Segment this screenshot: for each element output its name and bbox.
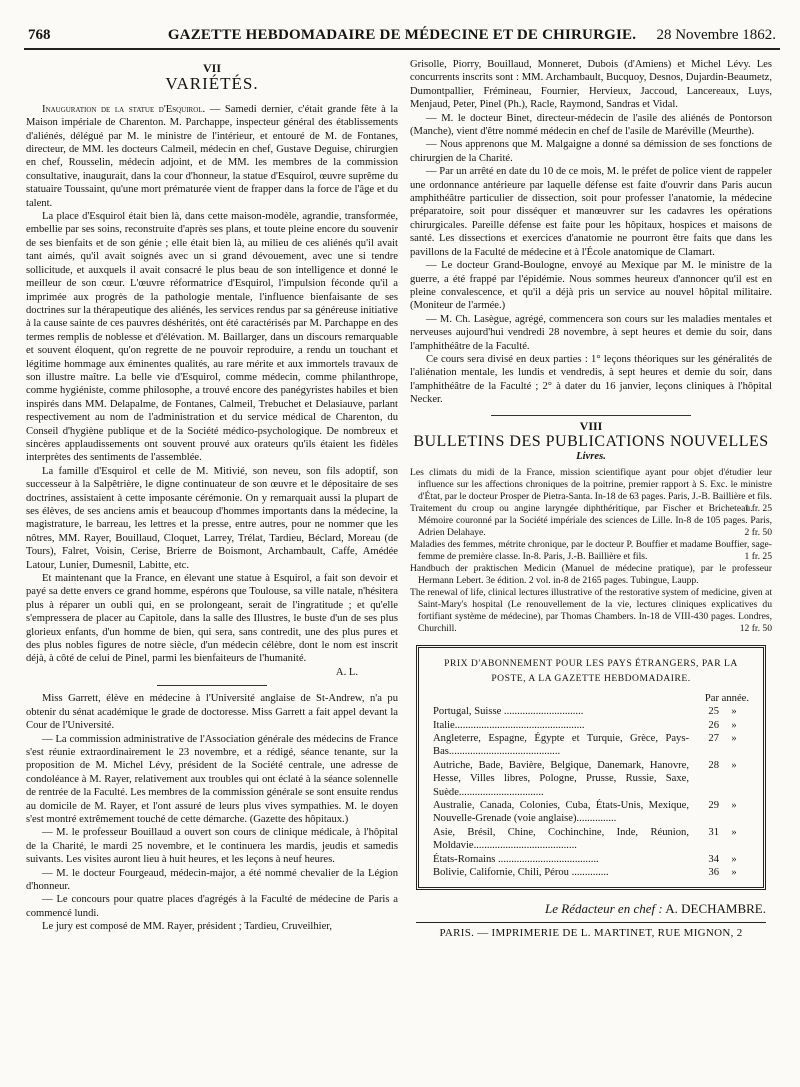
book-entry xyxy=(410,587,772,635)
subscription-title: PRIX D'ABONNEMENT POUR LES PAYS ÉTRANGERS, PAR LA POSTE, A LA GAZETTE HEBDOMADAIRE. xyxy=(444,657,738,684)
price-unit: » xyxy=(731,826,737,838)
page-number: 768 xyxy=(28,27,51,43)
price-unit: » xyxy=(731,867,737,879)
book-price: 2 fr. 50 xyxy=(744,526,772,538)
page-header xyxy=(24,26,780,44)
book-text: Traitement du croup ou angine laryngée diphthéritique, par Fischer et Bricheteau. Mémoire couronné par la Société impériale des sciences de Lille. In-8 de 105 pages. Paris, Adrien Delahaye. xyxy=(410,502,772,538)
country-label: États-Romains ...................................... xyxy=(433,853,599,865)
printer-footer: PARIS. — IMPRIMERIE DE L. MARTINET, RUE MIGNON, 2 xyxy=(416,922,766,940)
price-value: 28 xyxy=(708,759,719,771)
price-value: 27 xyxy=(708,733,719,744)
news-item: Miss Garrett, élève en médecine à l'Université anglaise de St-Andrew, n'a pu obtenir du sénat académique le grade de doctoresse. Miss Garrett a fait appel devant la Cour de l'Université. xyxy=(26,693,398,732)
editor-line xyxy=(416,902,766,915)
book-price: 1 fr. 25 xyxy=(744,550,772,562)
price-unit: » xyxy=(731,733,737,744)
book-entry xyxy=(410,466,772,514)
news-item: — M. le professeur Bouillaud a ouvert son cours de clinique médicale, à l'hôpital de la Charité, le mardi 25 novembre, et le continuera les mardis, jeudis et samedis suivants. Les visites auront lieu à huit heures, et les leçons à neuf heures. xyxy=(26,827,398,866)
subscription-row xyxy=(433,826,749,853)
news-item: — Le docteur Grand-Boulogne, envoyé au Mexique par M. le ministre de la guerre, a été frappé par l'épidémie. Nous sommes heureux d'annoncer qu'il est en pleine convalescence, et qu'il a déjà pris un service au nouvel hôpital militaire. (Moniteur de l'armée.) xyxy=(410,260,772,312)
news-item: — M. le docteur Binet, directeur-médecin de l'asile des aliénés de Pontorson (Manche), vient d'être nommé médecin en chef de l'asile de Maréville (Meurthe). xyxy=(410,112,772,138)
book-entry xyxy=(410,539,772,563)
price-value: 29 xyxy=(708,800,719,812)
subsection-title: Livres. xyxy=(576,451,606,463)
article-paragraph xyxy=(26,103,398,210)
book-entry xyxy=(410,503,772,539)
news-item: Ce cours sera divisé en deux parties : 1° leçons théoriques sur les généralités de l'aliénation mentale, les lundis et vendredis, à sept heures et demie du soir, dans l'amphithéâtre de la Faculté ; 2° à dater du 16 janvier, leçons cliniques à l'hôpital Necker. xyxy=(410,353,772,406)
country-label: Asie, Brésil, Chine, Cochinchine, Inde, Réunion, Moldavie....................................... xyxy=(433,826,689,852)
news-item: — La commission administrative de l'Association générale des médecins de France s'est réunie extraordinairement le 23 novembre, et a rédigé, séance tenante, sur la proposition de M. Michel Lévy, président de la Société centrale, une adresse de condoléance à M. Rayer, relativement aux troubles qui ont éclaté à la séance solennelle de rentrée de la Faculté. Les membres de la commission générale se sont ensuite rendus au domicile de M. Rayer, et l'ont assuré de leurs plus vives sympathies. M. le doyen s'est montré extrêmement touché de cette démarche. (Gazette des hôpitaux.) xyxy=(26,733,398,825)
price-unit: » xyxy=(731,853,737,865)
book-text: The renewal of life, clinical lectures illustrative of the restorative system of medicine, given at Saint-Mary's hospital (Le renouvellement de la vie, lectures cliniques explicatives du fortifiant système de médecine), par Thomas Chambers. In-18 de VIII-430 pages. Londres, Churchill. xyxy=(410,586,772,634)
separator xyxy=(157,685,267,686)
country-label: Italie................................................. xyxy=(433,719,585,731)
news-item: Grisolle, Piorry, Bouillaud, Monneret, Dubois (d'Amiens) et Michel Lévy. Les concurrents inscrits sont : MM. Archambault, Bucquoy, Desnos, Dujardin-Beaumetz, Dumontpallier, Fréminеau, Fournier, Hervieux, Jaccoud, Lancereaux, Luys, Menjaud, Peter, Pinel (Ph.), Racle, Raymond, Sandras et Vidal. xyxy=(410,59,772,111)
right-column xyxy=(410,58,772,940)
editor-label: Le Rédacteur en chef : xyxy=(545,901,663,917)
price-value: 34 xyxy=(708,853,719,865)
news-item: — Nous apprenons que M. Malgaigne a donné sa démission de ses fonctions de chirurgien de la Charité. xyxy=(410,139,772,164)
country-label: Australie, Canada, Colonies, Cuba, États-Unis, Mexique, Nouvelle-Grenade (voie anglaise)............... xyxy=(433,800,689,825)
header-rule xyxy=(24,48,780,50)
news-item: Le jury est composé de MM. Rayer, président ; Tardieu, Cruveilhier, xyxy=(42,921,333,933)
book-price: 1 fr. 25 xyxy=(744,502,772,514)
price-value: 26 xyxy=(708,719,719,731)
subscription-row xyxy=(433,719,749,732)
news-item: — Le concours pour quatre places d'agrégés à la Faculté de médecine de Paris a commencé lundi. xyxy=(26,894,398,919)
article-paragraph: La place d'Esquirol était bien là, dans cette maison-modèle, agrandie, transformée, embellie par ses soins, reconstruite d'après ses plans, et toute pleine encore du souvenir de ses bienfaits et de son génie ; elle était bien là, au milieu de ces aliénés qu'il avait tant aimés, qu'il avait soignés avec un si grand dévouement, avec une si tendre sollicitude, et auxquels il avait consacré le plus beau de son intelligence et donné le meilleur de son cœur. L'œuvre réformatrice d'Esquirol, l'impulsion féconde qu'il a imprimée aux progrès de la pathologie mentale, l'influence bienfaisante de ses doctrines sur la thérapeutique des aliénés, les services rendus par sa généreuse initiative à la cause sainte de ces pauvres déshérités, ont été caractérisés par M. Parchappe en des termes remplis de noblesse et d'élévation. M. Baillarger, dans un discours remarquable et souvent éloquent, qu'on regrette de ne pouvoir reproduire, a rendu un touchant et légitime hommage aux éminentes qualités, au rare mérite et aux immortels travaux de son illustre maître. La belle vie d'Esquirol, comme médecin, comme philanthrope, comme hygiéniste, comme philosophe, a trouvé encore des panégyristes habiles et bien inspirés dans MM. Delapalme, de Fontanes, Calmeil, Trebuchet et Delasiauve, parlant respectivement au nom de l'administration et du service médical de Charenton, du Conseil d'hygiène publique et de la Société médico-psychologique. De nombreux et sincères applaudissements ont souvent prouvé aux orateurs qu'ils étaient les fidèles interprètes des sentiments de l'assemblée. xyxy=(26,211,398,464)
per-year-label: Par année. xyxy=(704,692,749,704)
article-text: — Samedi dernier, c'était grande fête à la Maison impériale de Charenton. M. Parchappe, inspecteur général des établissements d'aliénés, délégué par M. le ministre de l'intérieur, et entouré de M. de Fontanes, directeur, de MM. les docteurs Calmeil, médecin en chef, Gustave Deguise, chirurgien en chef, Rousselin, médecin adjoint, et de MM. les membres de la commission consultative, inaugurait, dans la cour d'honneur, la statue d'Esquirol, œuvre suprême du statuaire Toussaint, qu'une mort prématurée vient de frapper dans la force de l'âge et du talent. xyxy=(26,103,398,209)
price-unit: » xyxy=(731,800,737,812)
book-text: Maladies des femmes, métrite chronique, par le docteur P. Bouffier et madame Bouffier, sage-femme de première classe. In-8. Paris, J.-B. Baillière et fils. xyxy=(410,538,772,562)
subscription-row xyxy=(433,799,749,826)
section-title: VARIÉTÉS. xyxy=(165,74,259,94)
news-item: — Par un arrêté en date du 10 de ce mois, M. le préfet de police vient de rappeler une ordonnance antérieure par laquelle défense est faite d'ouvrir dans Paris aucun amphithéâtre particulier de dissection, soit pour professer l'anatomie, la médecine préparatoire, soit pour disséquer et manœuvrer sur les cadavres les opérations chirurgicales. Pareille défense est faite pour les hôpitaux, hospices et maisons de santé. Les dissections et exercices d'anatomie ne pourront être faits que dans les pavillons de la Faculté de médecine et à l'École anatomique de Clamart. xyxy=(410,166,772,258)
subscription-header xyxy=(433,692,749,705)
separator xyxy=(491,415,691,416)
issue-date: 28 Novembre 1862. xyxy=(656,27,776,43)
left-column xyxy=(26,58,398,934)
news-item: — M. le docteur Fourgeaud, médecin-major, a été nommé chevalier de la Légion d'honneur. xyxy=(26,867,398,892)
subscription-box xyxy=(416,645,766,891)
book-text: Les climats du midi de la France, mission scientifique ayant pour objet d'étudier leur influence sur les affections chroniques de la poitrine, premier rapport à S. Exc. le ministre d'État, par le docteur Prosper de Pietra-Santa. In-18 de 63 pages. Paris, J.-B. Baillière et fils. xyxy=(410,466,772,502)
subscription-row xyxy=(433,759,749,799)
country-label: Autriche, Bade, Bavière, Belgique, Danemark, Hanovre, Hesse, Villes libres, Pologne, Prusse, Russie, Saxe, Suède................................ xyxy=(433,759,689,798)
subscription-rows xyxy=(433,705,749,879)
price-unit: » xyxy=(731,719,737,731)
book-list xyxy=(410,467,772,635)
subscription-row xyxy=(433,705,749,718)
subscription-row xyxy=(433,853,749,866)
subscription-row xyxy=(433,866,749,879)
article-paragraph: Et maintenant que la France, en élevant une statue à Esquirol, a fait son devoir et payé sa dette envers ce grand homme, espérons que Toulouse, sa ville natale, n'hésitera plus à réparer un oubli qui, en se prolongeant, serait de l'ingratitude ; et qu'elle s'empressera de placer au Capitole, dans la salle des Illustres, le buste d'un de ses plus glorieux enfants, d'un homme de bien, qui sera, sans contredit, une des plus pures et des plus nobles figures de notre siècle, d'un médecin célèbre, dont le nom est inscrit déjà, à côté de celui de Pinel, parmi les bienfaiteurs de l'humanité. xyxy=(26,573,398,665)
section-number: VII xyxy=(202,61,221,75)
signature: A. L. xyxy=(335,666,358,678)
book-text: Handbuch der praktischen Medicin (Manuel de médecine pratique), par le professeur Hermann Lebert. 3e édition. 2 vol. in-8 de 2165 pages. Tubingue, Laupp. xyxy=(410,562,772,586)
article-heading: Inauguration de la statue d'Esquirol. xyxy=(42,103,206,115)
editor-name: A. DECHAMBRE. xyxy=(665,901,766,917)
price-value: 31 xyxy=(708,826,719,838)
section-title: BULLETINS DES PUBLICATIONS NOUVELLES xyxy=(413,432,769,450)
price-unit: » xyxy=(731,759,737,771)
section-number: VIII xyxy=(579,418,603,433)
country-label: Angleterre, Espagne, Égypte et Turquie, Grèce, Pays-Bas.......................................... xyxy=(433,733,689,758)
article-paragraph: La famille d'Esquirol et celle de M. Mitivié, son neveu, son fils adoptif, son successeur à la Salpêtrière, le digne continuateur de son œuvre et le dépositaire de ses doctrines, assistaient à cette imposante cérémonie. On y remarquait aussi la plupart de ses élèves, de ses anciens amis et beaucoup d'hommes importants dans la médecine, la magistrature, le barreau, les lettres et la presse, entre autres, pour ne nommer que les nôtres, MM. Rayer, Bouillaud, Cloquet, Larrey, Trélat, Tardieu, Béclard, Moreau (de Tours), Falret, Voisin, Cerise, Brierre de Boismont, Archambault, Caffe, Amédée Latour, Lunier, Dumesnil, Labitte, etc. xyxy=(26,465,398,571)
country-label: Bolivie, Californie, Chili, Pérou .............. xyxy=(433,867,609,879)
subscription-row xyxy=(433,732,749,759)
price-value: 25 xyxy=(708,706,719,718)
journal-title: GAZETTE HEBDOMADAIRE DE MÉDECINE ET DE CHIRURGIE. xyxy=(167,27,637,43)
news-item: — M. Ch. Lasègue, agrégé, commencera son cours sur les maladies mentales et nerveuses aujourd'hui vendredi 28 novembre, à sept heures et demie du soir, dans l'amphithéâtre de la Faculté. xyxy=(410,313,772,352)
book-entry xyxy=(410,563,772,587)
price-unit: » xyxy=(731,706,737,718)
price-value: 36 xyxy=(708,867,719,879)
book-price: 12 fr. 50 xyxy=(739,622,772,634)
country-label: Portugal, Suisse .............................. xyxy=(433,706,584,718)
